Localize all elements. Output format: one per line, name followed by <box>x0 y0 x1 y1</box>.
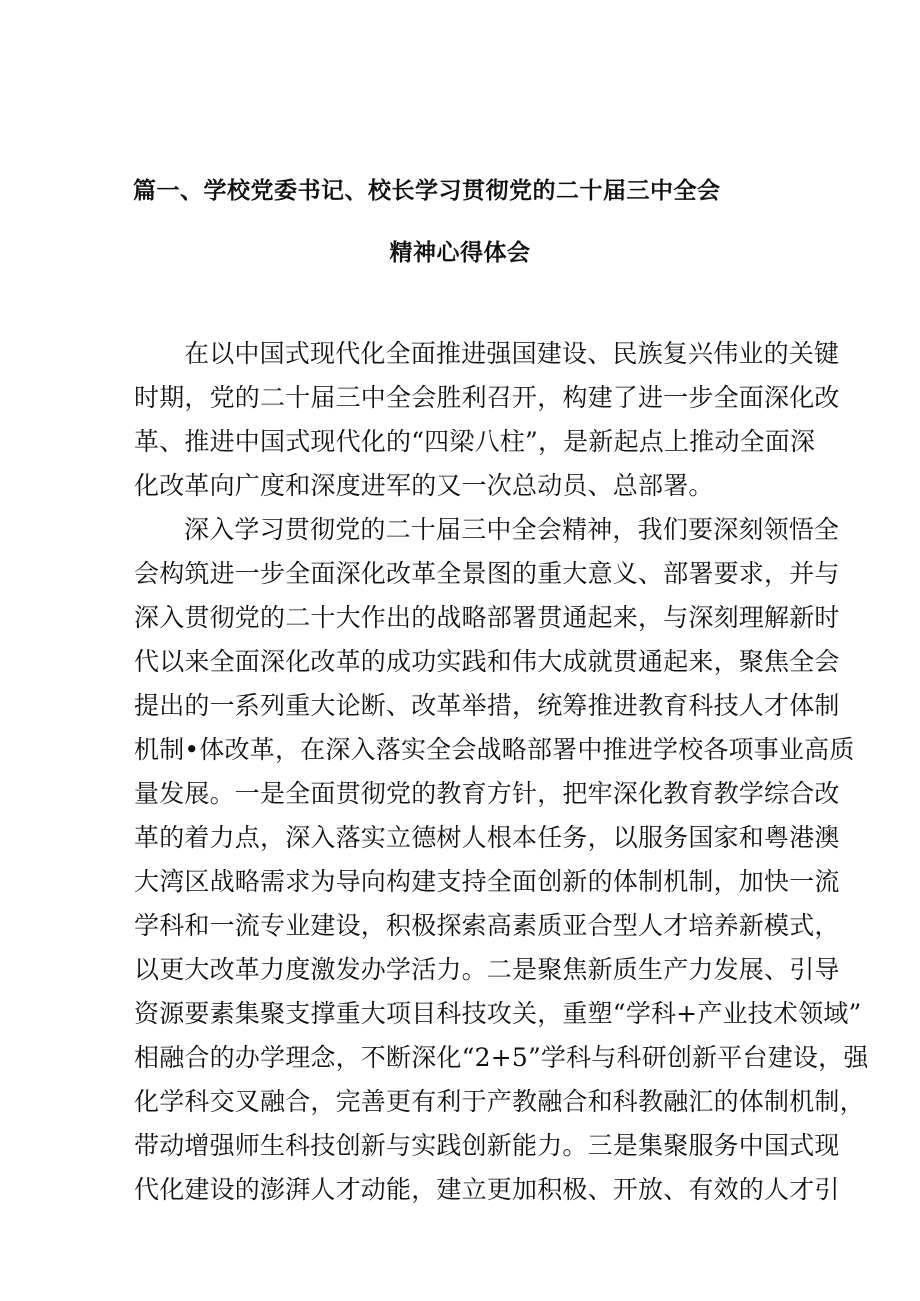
paragraph-2-line-8: 革的着力点，深入落实立德树人根本任务，以服务国家和粤港澳 <box>134 823 840 852</box>
document-title-line-1: 篇一、学校党委书记、校长学习贯彻党的二十届三中全会 <box>133 178 721 204</box>
paragraph-1-line-2: 时期，党的二十届三中全会胜利召开，构建了进一步全面深化改 <box>134 383 840 412</box>
document-body <box>134 332 869 1212</box>
paragraph-2-line-2: 会构筑进一步全面深化改革全景图的重大意义、部署要求，并与 <box>134 559 840 588</box>
paragraph-2-line-5: 提出的一系列重大论断、改革举措，统筹推进教育科技人才体制 <box>134 691 840 720</box>
paragraph-2-line-6: 机制•体改革，在深入落实全会战略部署中推进学校各项事业高质 <box>134 735 855 764</box>
paragraph-2-line-12: 资源要素集聚支撑重大项目科技攻关，重塑“学科+产业技术领域” <box>134 999 862 1028</box>
paragraph-2-line-10: 学科和一流专业建设，积极探索高素质亚合型人才培养新模式， <box>134 911 840 940</box>
paragraph-2-line-3: 深入贯彻党的二十大作出的战略部署贯通起来，与深刻理解新时 <box>134 603 840 632</box>
paragraph-2-line-16: 代化建设的澎湃人才动能，建立更加积极、开放、有效的人才引 <box>134 1175 840 1204</box>
paragraph-2-line-7: 量发展。一是全面贯彻党的教育方针，把牢深化教育教学综合改 <box>134 779 840 808</box>
paragraph-2-line-14: 化学科交叉融合，完善更有利于产教融合和科教融汇的体制机制， <box>134 1087 865 1116</box>
document-title-line-2: 精神心得体会 <box>389 240 531 266</box>
paragraph-2-line-9: 大湾区战略需求为导向构建支持全面创新的体制机制，加快一流 <box>134 867 840 896</box>
paragraph-2-line-1: 深入学习贯彻党的二十届三中全会精神，我们要深刻领悟全 <box>184 515 840 544</box>
paragraph-1-line-1: 在以中国式现代化全面推进强国建设、民族复兴伟业的关键 <box>184 339 840 368</box>
paragraph-2-line-4: 代以来全面深化改革的成功实践和伟大成就贯通起来，聚焦全会 <box>134 647 840 676</box>
paragraph-2-line-13: 相融合的办学理念，不断深化“2+5”学科与科研创新平台建设，强 <box>134 1043 869 1072</box>
paragraph-2-line-11: 以更大改革力度激发办学活力。二是聚焦新质生产力发展、引导 <box>134 955 840 984</box>
paragraph-1-line-4: 化改革向广度和深度进军的又一次总动员、总部署。 <box>134 471 714 500</box>
paragraph-1-line-3: 革、推进中国式现代化的“四梁八柱”，是新起点上推动全面深 <box>134 427 816 456</box>
paragraph-2-line-15: 带动增强师生科技创新与实践创新能力。三是集聚服务中国式现 <box>134 1131 840 1160</box>
